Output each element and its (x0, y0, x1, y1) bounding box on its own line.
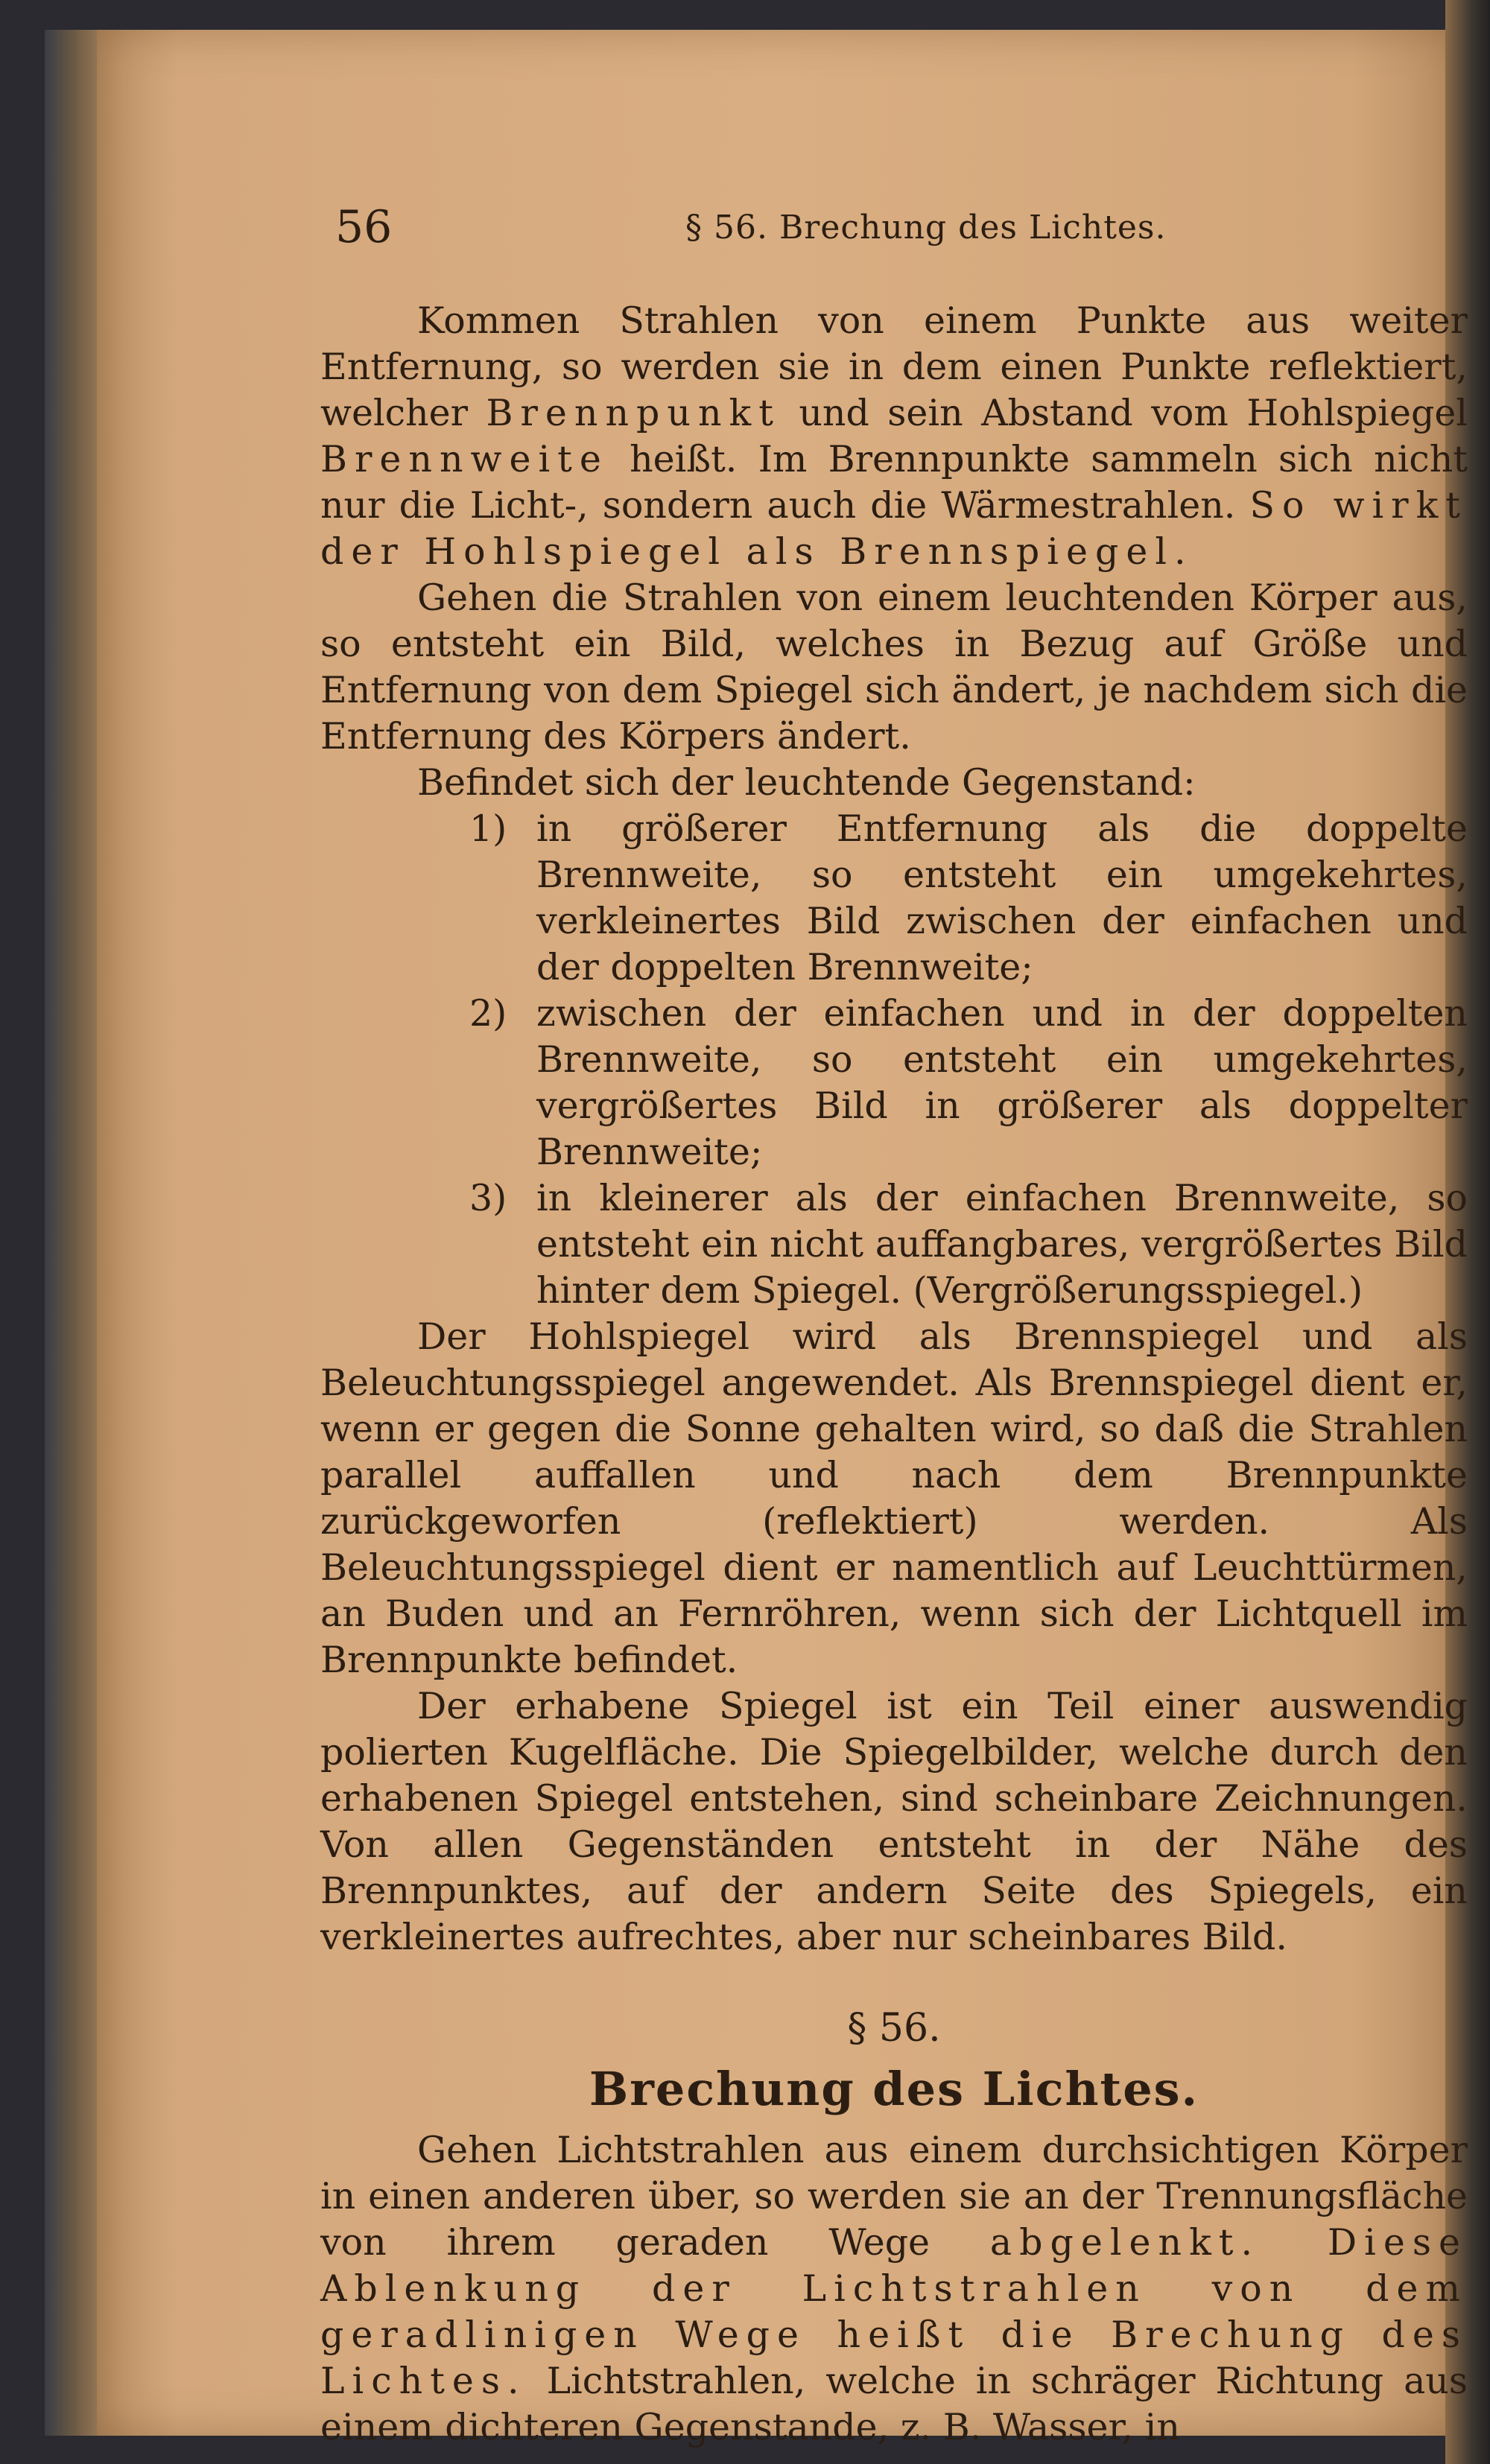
term-refraction: abgelenkt. Diese Ablenkung der Lichtstrahlen von dem geradlinigen Wege heißt die Brechung des Lichtes. (320, 2221, 1468, 2402)
case-list (320, 806, 1468, 1314)
list-number: 1) (469, 807, 507, 850)
page-header (335, 201, 1453, 261)
list-number: 2) (469, 992, 507, 1035)
list-text: in größerer Entfernung als die doppelte Brennweite, so entsteht ein umgekehrtes, verkleinertes Bild zwischen der einfachen und der doppelten Brennweite; (536, 807, 1468, 988)
section-number: § 56. (847, 2006, 941, 2051)
paragraph-focal-point (320, 298, 1468, 575)
list-item (320, 806, 1468, 991)
list-number: 3) (469, 1177, 507, 1219)
paragraph-text: Kommen Strahlen von einem Punkte aus weiter Entfernung, so werden sie in dem einen Punkte reflektiert, welcher (320, 299, 1468, 434)
running-title: § 56. Brechung des Lichtes. (685, 209, 1167, 247)
paragraph-convex-mirror: Der erhabene Spiegel ist ein Teil einer auswendig polierten Kugelfläche. Die Spiegelbilder, welche durch den erhabenen Spiegel entstehen, sind scheinbare Zeichnungen. Von allen Gegenständen entsteht in der Nähe des Brennpunktes, auf der andern Seite des Spiegels, ein verkleinertes aufrechtes, aber nur scheinbares Bild. (320, 1685, 1468, 1958)
paragraph-text: Lichtstrahlen, welche in schräger Richtung aus einem dichteren Gegenstande, z. B. Wasser, in (320, 2360, 1468, 2448)
list-item (320, 1175, 1468, 1314)
list-text: in kleinerer als der einfachen Brennweite, so entsteht ein nicht auffangbares, vergrößertes Bild hinter dem Spiegel. (Vergrößerungsspiegel.) (536, 1177, 1468, 1312)
paragraph-text: heißt. Im Brennpunkte sammeln sich nicht nur die Licht-, sondern auch die Wärmestrahlen. (320, 438, 1468, 527)
paragraph-image-formation: Gehen die Strahlen von einem leuchtenden Körper aus, so entsteht ein Bild, welches in Bezug auf Größe und Entfernung von dem Spiegel sich ändert, je nachdem sich die Entfernung des Körpers ändert. (320, 577, 1468, 758)
list-item (320, 991, 1468, 1175)
section-title: Brechung des Lichtes. (589, 2062, 1199, 2116)
paragraph-text: Gehen Lichtstrahlen aus einem durchsichtigen Körper in einen anderen über, so werden sie an der Trennungsfläche von ihrem geraden Wege (320, 2129, 1468, 2264)
term-brennweite: Brennweite (320, 438, 609, 480)
page-number: 56 (335, 201, 393, 253)
page-body (320, 298, 1468, 2451)
paragraph-concave-use: Der Hohlspiegel wird als Brennspiegel und als Beleuchtungsspiegel angewendet. Als Brennspiegel dient er, wenn er gegen die Sonne gehalten wird, so daß die Strahlen parallel auffallen und nach dem Brennpunkte zurückgeworfen (reflektiert) werden. Als Beleuchtungsspiegel dient er namentlich auf Leuchttürmen, an Buden und an Fernröhren, wenn sich der Lichtquell im Brennpunkte befindet. (320, 1315, 1468, 1681)
term-brennpunkt: Brennpunkt (486, 392, 781, 434)
list-text: zwischen der einfachen und in der doppelten Brennweite, so entsteht ein umgekehrtes, vergrößertes Bild in größerer als doppelter Brennweite; (536, 992, 1468, 1173)
paragraph-list-intro: Befindet sich der leuchtende Gegenstand: (417, 761, 1196, 804)
term-brennspiegel: So wirkt der Hohlspiegel als Brennspiegel. (320, 484, 1468, 573)
paragraph-text: und sein Abstand vom Hohlspiegel (799, 392, 1468, 434)
paragraph-refraction (320, 2127, 1468, 2451)
